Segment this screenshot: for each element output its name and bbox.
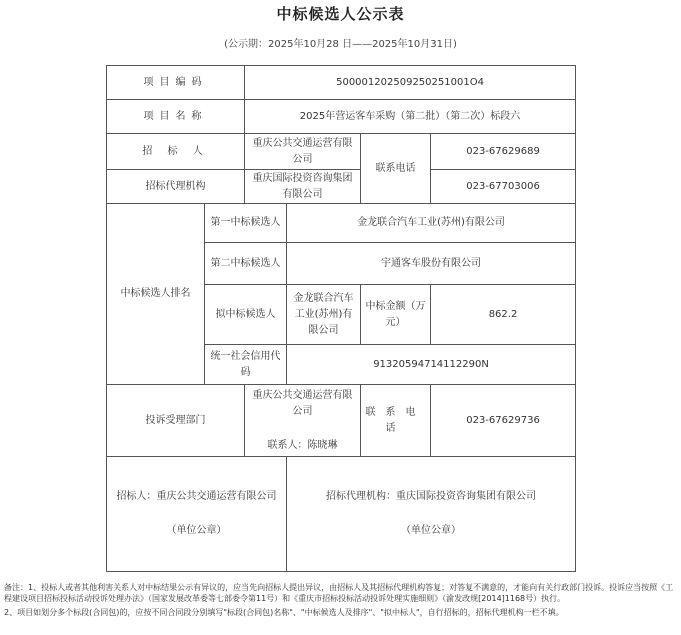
page-title: 中标候选人公示表 (276, 5, 405, 23)
candidate-table (106, 65, 576, 572)
footnotes (4, 582, 678, 621)
credit-code-label: 统一社会信用代码 (205, 345, 287, 385)
agency-value: 重庆国际投资咨询集团有限公司 (245, 170, 361, 204)
proposed-winner-value: 金龙联合汽车工业(苏州)有限公司 (287, 285, 361, 345)
contact-phone-label: 联系电话 (361, 134, 431, 204)
first-candidate-label: 第一中标候选人 (205, 204, 287, 243)
project-name-label: 项目名称 (107, 100, 245, 134)
first-candidate-value: 金龙联合汽车工业(苏州)有限公司 (287, 204, 576, 243)
complaint-phone-label: 联系电话 (361, 385, 431, 457)
agency-label: 招标代理机构 (107, 170, 245, 204)
agency-signature: 招标代理机构：重庆国际投资咨询集团有限公司 (326, 491, 537, 502)
award-amount-label: 中标金额（万元） (361, 285, 431, 345)
complaint-dept-cell (245, 385, 361, 457)
tenderer-label: 招 标 人 (107, 134, 245, 170)
award-amount-value: 862.2 (431, 285, 576, 345)
footnote-2: 2、项目如划分多个标段(合同包)的，应按不同合同段分别填写"标段(合同包)名称"、"中标候选人及排序"、"拟中标人"，自行招标的，招标代理机构一栏不填。 (4, 608, 564, 617)
tenderer-phone: 023-67629689 (431, 134, 576, 170)
tenderer-value: 重庆公共交通运营有限公司 (245, 134, 361, 170)
agency-seal: （单位公章） (401, 525, 462, 536)
tenderer-signature: 招标人：重庆公共交通运营有限公司 (116, 491, 277, 502)
project-code-label: 项目编码 (107, 66, 245, 100)
agency-phone: 023-67703006 (431, 170, 576, 204)
second-candidate-label: 第二中标候选人 (205, 243, 287, 285)
project-code-value: 500001202509250251001O4 (245, 66, 576, 100)
complaint-department: 重庆公共交通运营有限公司 (252, 389, 353, 417)
footnote-1: 备注：1、投标人或者其他利害关系人对中标结果公示有异议的，应当先向招标人提出异议，由招标人及其招标代理机构答复；对答复不满意的，才能向有关行政部门投诉。投诉应当按照《工程建设项目招标投标活动投诉处理办法》（国家发展改革委等七部委令第11号）和《重庆市招标投标活动投诉处理实施细则》（渝发改规[2014]1168号）执行。 (4, 583, 674, 603)
second-candidate-value: 宇通客车股份有限公司 (287, 243, 576, 285)
credit-code-value: 91320594714112290N (287, 345, 576, 385)
tenderer-signature-cell (107, 457, 287, 572)
agency-signature-cell (287, 457, 576, 572)
project-name-value: 2025年营运客车采购（第二批）（第二次）标段六 (245, 100, 576, 134)
proposed-winner-label: 拟中标候选人 (205, 285, 287, 345)
ranking-section-label: 中标候选人排名 (107, 204, 205, 385)
complaint-contact-person: 联系人：陈晓琳 (267, 439, 338, 451)
complaint-phone-value: 023-67629736 (431, 385, 576, 457)
tenderer-seal: （单位公章） (166, 525, 227, 536)
publicity-period: (公示期：2025年10月28 日——2025年10月31日) (224, 39, 457, 50)
complaint-dept-label: 投诉受理部门 (107, 385, 245, 457)
